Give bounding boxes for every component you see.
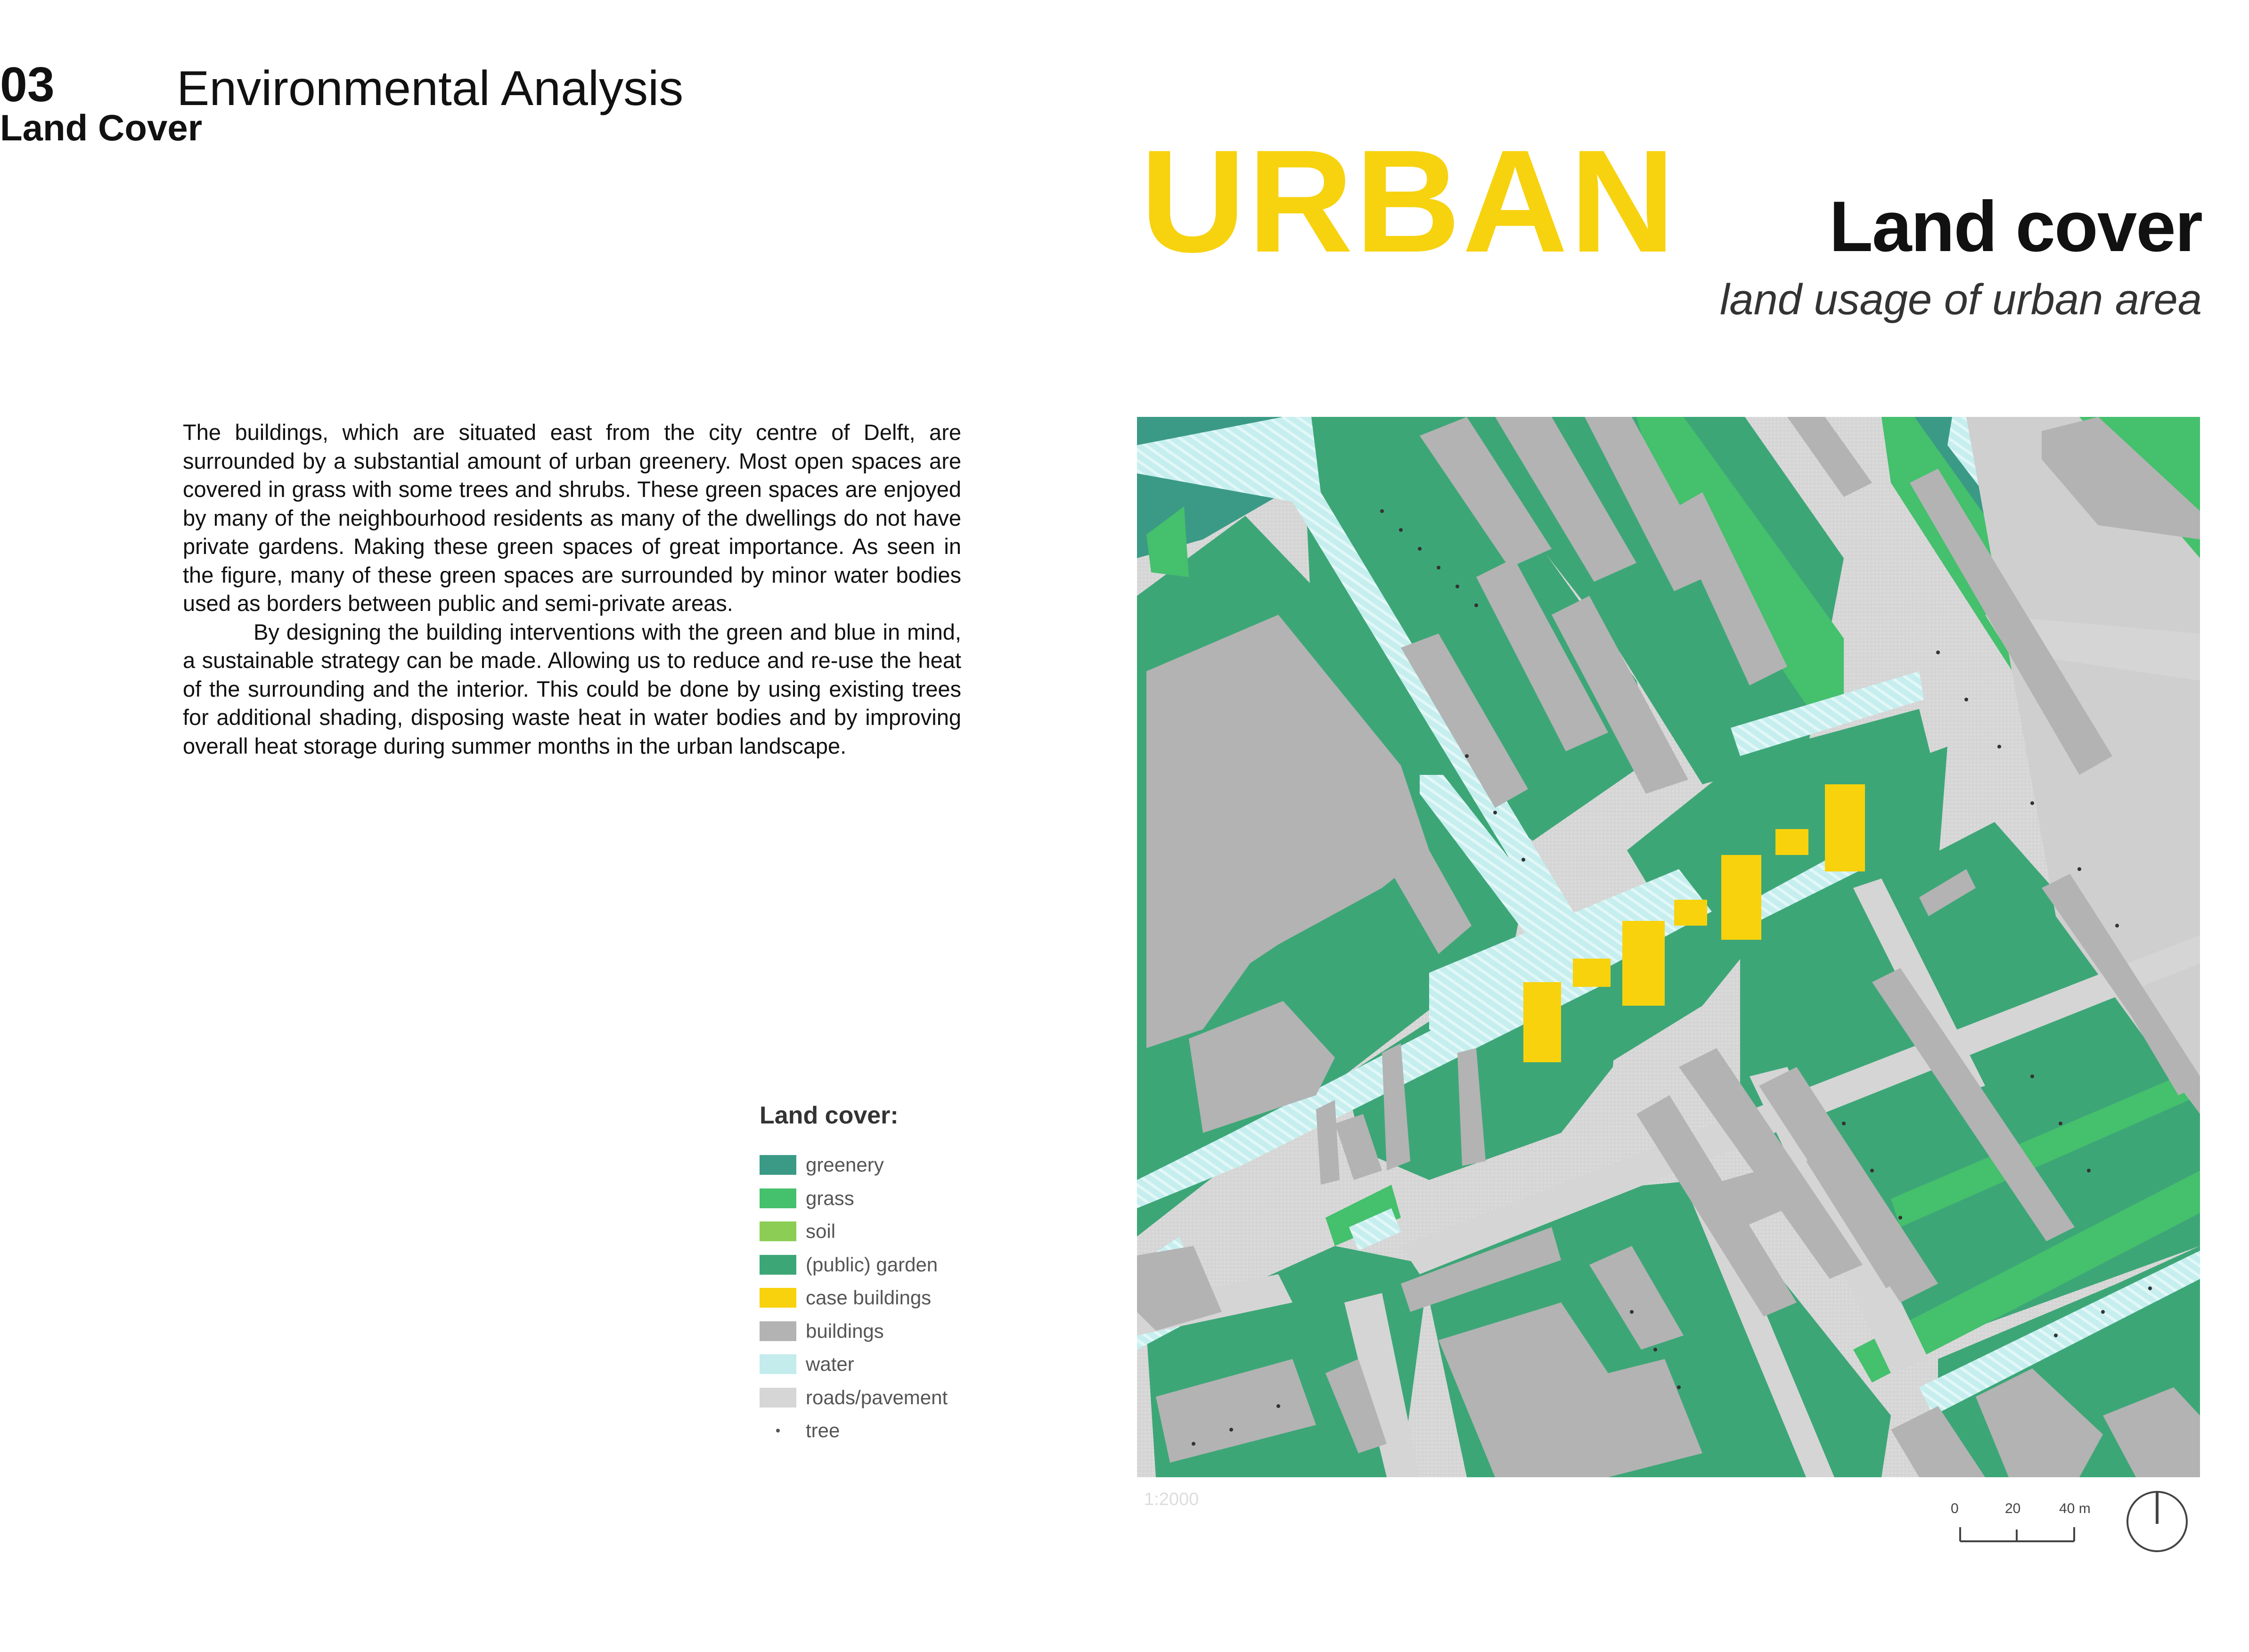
tree (1399, 528, 1403, 532)
tree (1936, 651, 1940, 654)
legend-label: (public) garden (806, 1253, 938, 1276)
legend-title: Land cover: (760, 1102, 899, 1129)
paragraph-1: The buildings, which are situated east from the city centre of Delft, are surrounded by a substantial amount of urban greenery. Most open spaces are covered in grass with some trees and shrubs. These green spaces are enjoyed by many of the neighbourhood residents as many of the dwellings do not have private gardens. Making these green spaces of great importance. As seen in the figure, many of these green spaces are surrounded by minor water bodies used as borders between public and semi-private areas. (183, 420, 961, 616)
scale-tick-20: 20 (2005, 1501, 2021, 1516)
legend-swatch (760, 1354, 796, 1374)
scale-tick-40: 40 m (2059, 1501, 2091, 1516)
legend-item-greenery (760, 1148, 948, 1182)
legend-swatch (760, 1188, 796, 1208)
tree (2054, 1334, 2058, 1337)
tree (1964, 698, 1968, 701)
legend-item-case-buildings (760, 1281, 948, 1315)
tree (1192, 1442, 1195, 1446)
legend-swatch (760, 1155, 796, 1175)
urban-heading: URBAN (1140, 119, 1677, 283)
legend-swatch (760, 1221, 796, 1241)
tree (1653, 1348, 1657, 1351)
tree (2059, 1122, 2062, 1125)
legend-item-buildings (760, 1315, 948, 1348)
case-building (1674, 900, 1707, 926)
case-building (1573, 959, 1611, 987)
poster-title: Land cover (1829, 187, 2202, 267)
tree (1418, 547, 1422, 551)
tree (1493, 811, 1497, 814)
legend-swatch (760, 1321, 796, 1341)
tree (1465, 754, 1469, 758)
tree (2148, 1286, 2152, 1290)
legend-label: roads/pavement (806, 1386, 948, 1408)
scale-bar (1946, 1494, 2091, 1551)
tree (1437, 566, 1440, 570)
land-cover-map (1137, 417, 2200, 1477)
legend-item-roads (760, 1381, 948, 1415)
tree (1474, 603, 1478, 607)
tree (1456, 585, 1459, 588)
legend-item-soil (760, 1215, 948, 1248)
tree (2101, 1310, 2105, 1314)
tree (2087, 1169, 2091, 1172)
scale-tick-0: 0 (1951, 1501, 1959, 1516)
tree (2030, 801, 2034, 805)
tree (1997, 745, 2001, 749)
legend-swatch (760, 1255, 796, 1275)
map-scale: 1:2000 (1144, 1489, 1199, 1509)
case-building (1775, 829, 1808, 855)
legend-item-tree (760, 1414, 948, 1448)
legend-label: buildings (806, 1319, 884, 1342)
legend-label: greenery (806, 1154, 884, 1176)
section-subtitle: Land Cover (0, 107, 203, 148)
poster-subtitle: land usage of urban area (1719, 276, 2202, 324)
tree (2030, 1074, 2034, 1078)
case-building (1721, 855, 1761, 940)
tree (1677, 1385, 1681, 1389)
paragraph-2: By designing the building interventions with the green and blue in mind, a sustainable strategy can be made. Allowing us to reduce and re-use the heat of the surrounding and the interior. This could be done by using existing trees for additional shading, disposing waste heat in water bodies and by improving overall heat storage during summer months in the urban landscape. (183, 619, 961, 758)
legend-swatch (760, 1288, 796, 1308)
tree (1842, 1122, 1846, 1125)
tree (1630, 1310, 1634, 1314)
tree (1521, 858, 1525, 862)
tree (1898, 1216, 1902, 1220)
tree (1870, 1169, 1874, 1172)
legend-item-grass (760, 1182, 948, 1215)
legend (760, 1101, 948, 1448)
tree (2115, 924, 2119, 928)
tree (1229, 1428, 1233, 1432)
tree-icon (760, 1421, 796, 1440)
legend-label: soil (806, 1220, 836, 1243)
legend-label: tree (806, 1419, 840, 1442)
legend-label: water (806, 1353, 854, 1375)
legend-swatch (760, 1388, 796, 1408)
legend-label: grass (806, 1187, 854, 1209)
section-number: 03 (0, 57, 55, 112)
case-building (1622, 921, 1665, 1006)
legend-item-garden (760, 1248, 948, 1282)
case-building (1523, 982, 1561, 1062)
tree (1276, 1404, 1280, 1408)
section-title: Environmental Analysis (177, 61, 684, 116)
body-text (183, 418, 961, 760)
legend-item-water (760, 1348, 948, 1381)
case-building (1825, 784, 1865, 871)
tree (2077, 867, 2081, 871)
legend-label: case buildings (806, 1286, 932, 1309)
tree (1380, 509, 1384, 513)
north-arrow-icon (2124, 1489, 2190, 1554)
